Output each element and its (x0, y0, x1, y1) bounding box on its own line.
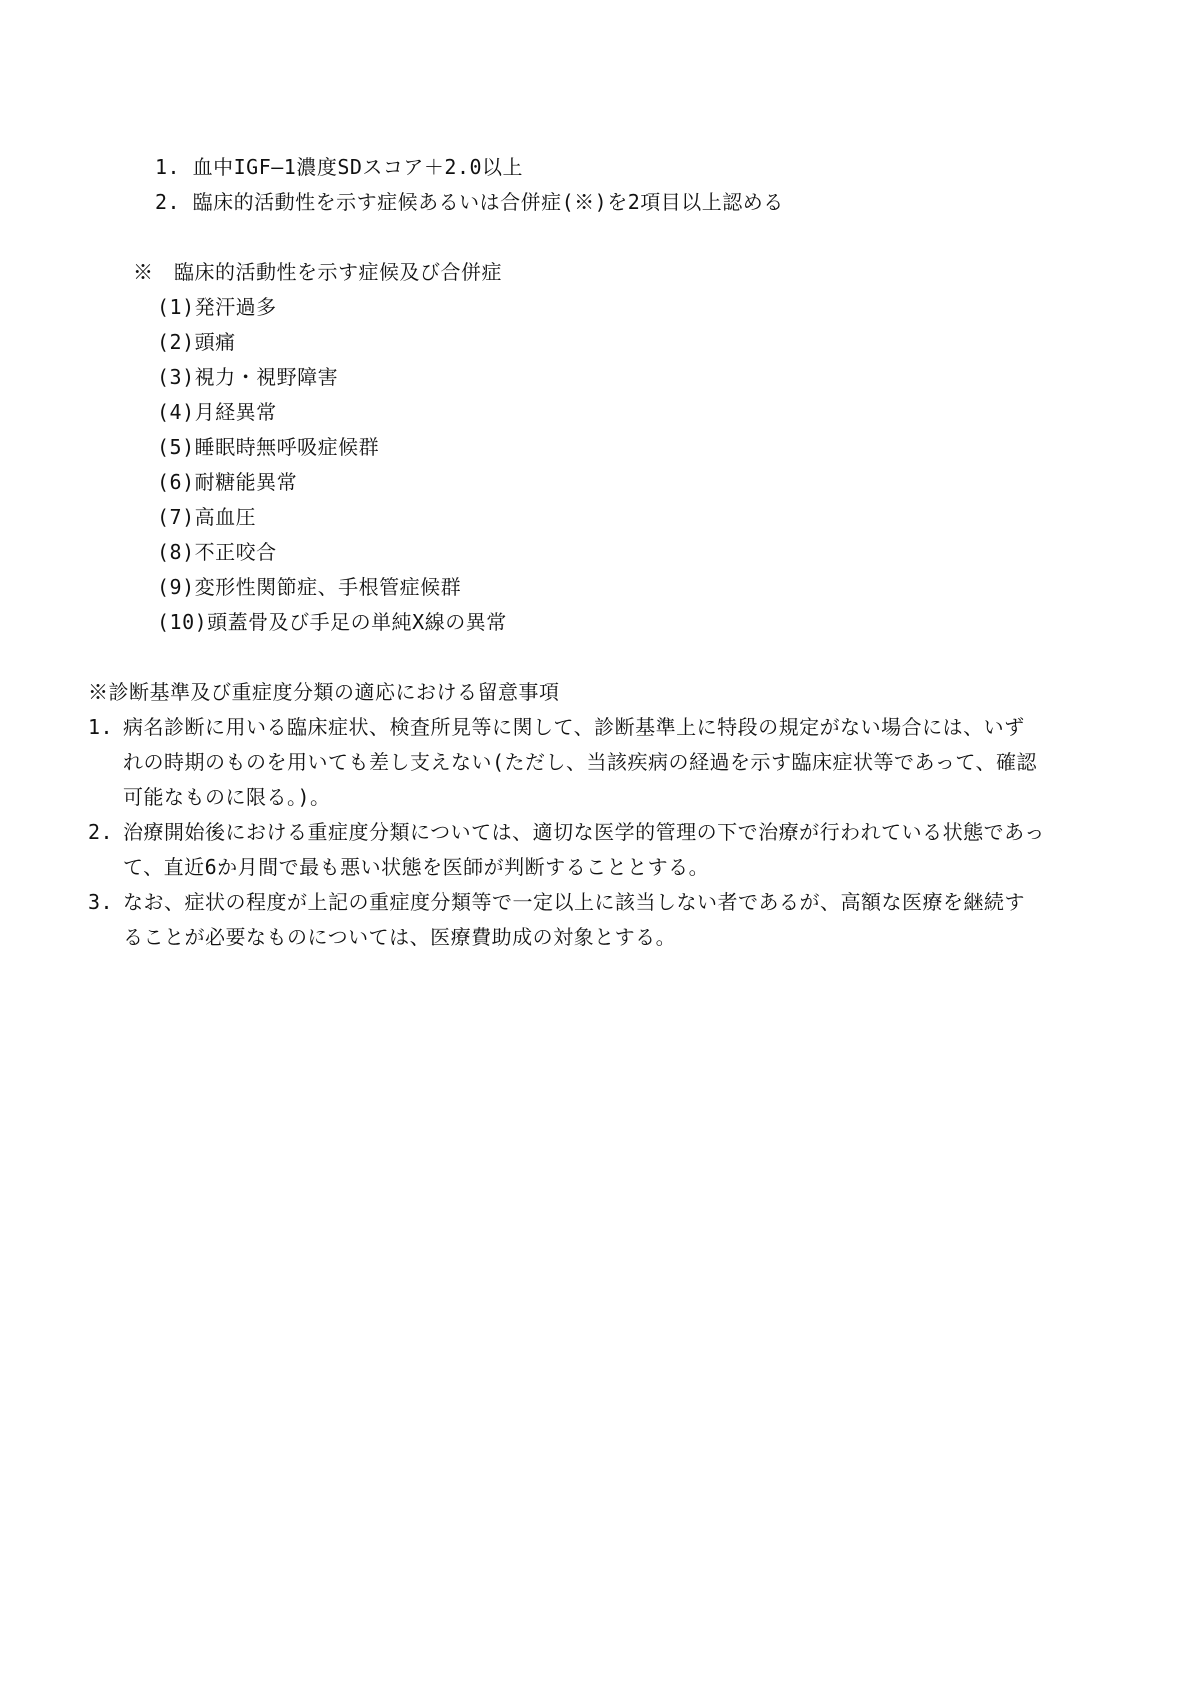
note-number: 3. (88, 890, 114, 914)
note-3-line: なお、症状の程度が上記の重症度分類等で一定以上に該当しない者であるが、高額な医療を継続す (123, 890, 1025, 914)
symptom-item: (1)発汗過多 (157, 295, 277, 319)
notes-heading: ※診断基準及び重症度分類の適応における留意事項 (88, 680, 560, 704)
symptom-item: (2)頭痛 (157, 330, 236, 354)
note-1-line: 可能なものに限る。)。 (123, 785, 331, 809)
note-number: 1. (88, 715, 114, 739)
symptom-item: (7)高血圧 (157, 505, 257, 529)
symptom-item: (6)耐糖能異常 (157, 470, 298, 494)
symptom-item: (5)睡眠時無呼吸症候群 (157, 435, 380, 459)
symptom-item: (9)変形性関節症、手根管症候群 (157, 575, 462, 599)
note-number: 2. (88, 820, 114, 844)
symptom-item: (10)頭蓋骨及び手足の単純X線の異常 (157, 610, 507, 634)
symptom-item: (3)視力・視野障害 (157, 365, 339, 389)
note-3-line: ることが必要なものについては、医療費助成の対象とする。 (123, 925, 677, 949)
note-1-line: 病名診断に用いる臨床症状、検査所見等に関して、診断基準上に特段の規定がない場合には、いず (123, 715, 1025, 739)
note-1-line: れの時期のものを用いても差し支えない(ただし、当該疾病の経過を示す臨床症状等であって、確認 (123, 750, 1037, 774)
symptom-item: (4)月経異常 (157, 400, 277, 424)
criterion-1: 1. 血中IGF—1濃度SDスコア＋2.0以上 (155, 155, 524, 179)
symptom-item: (8)不正咬合 (157, 540, 277, 564)
symptoms-heading: ※ 臨床的活動性を示す症候及び合併症 (133, 260, 502, 284)
note-2-line: 治療開始後における重症度分類については、適切な医学的管理の下で治療が行われている状態であっ (123, 820, 1045, 844)
criterion-2: 2. 臨床的活動性を示す症候あるいは合併症(※)を2項目以上認める (155, 190, 784, 214)
note-2-line: て、直近6か月間で最も悪い状態を医師が判断することとする。 (123, 855, 710, 879)
